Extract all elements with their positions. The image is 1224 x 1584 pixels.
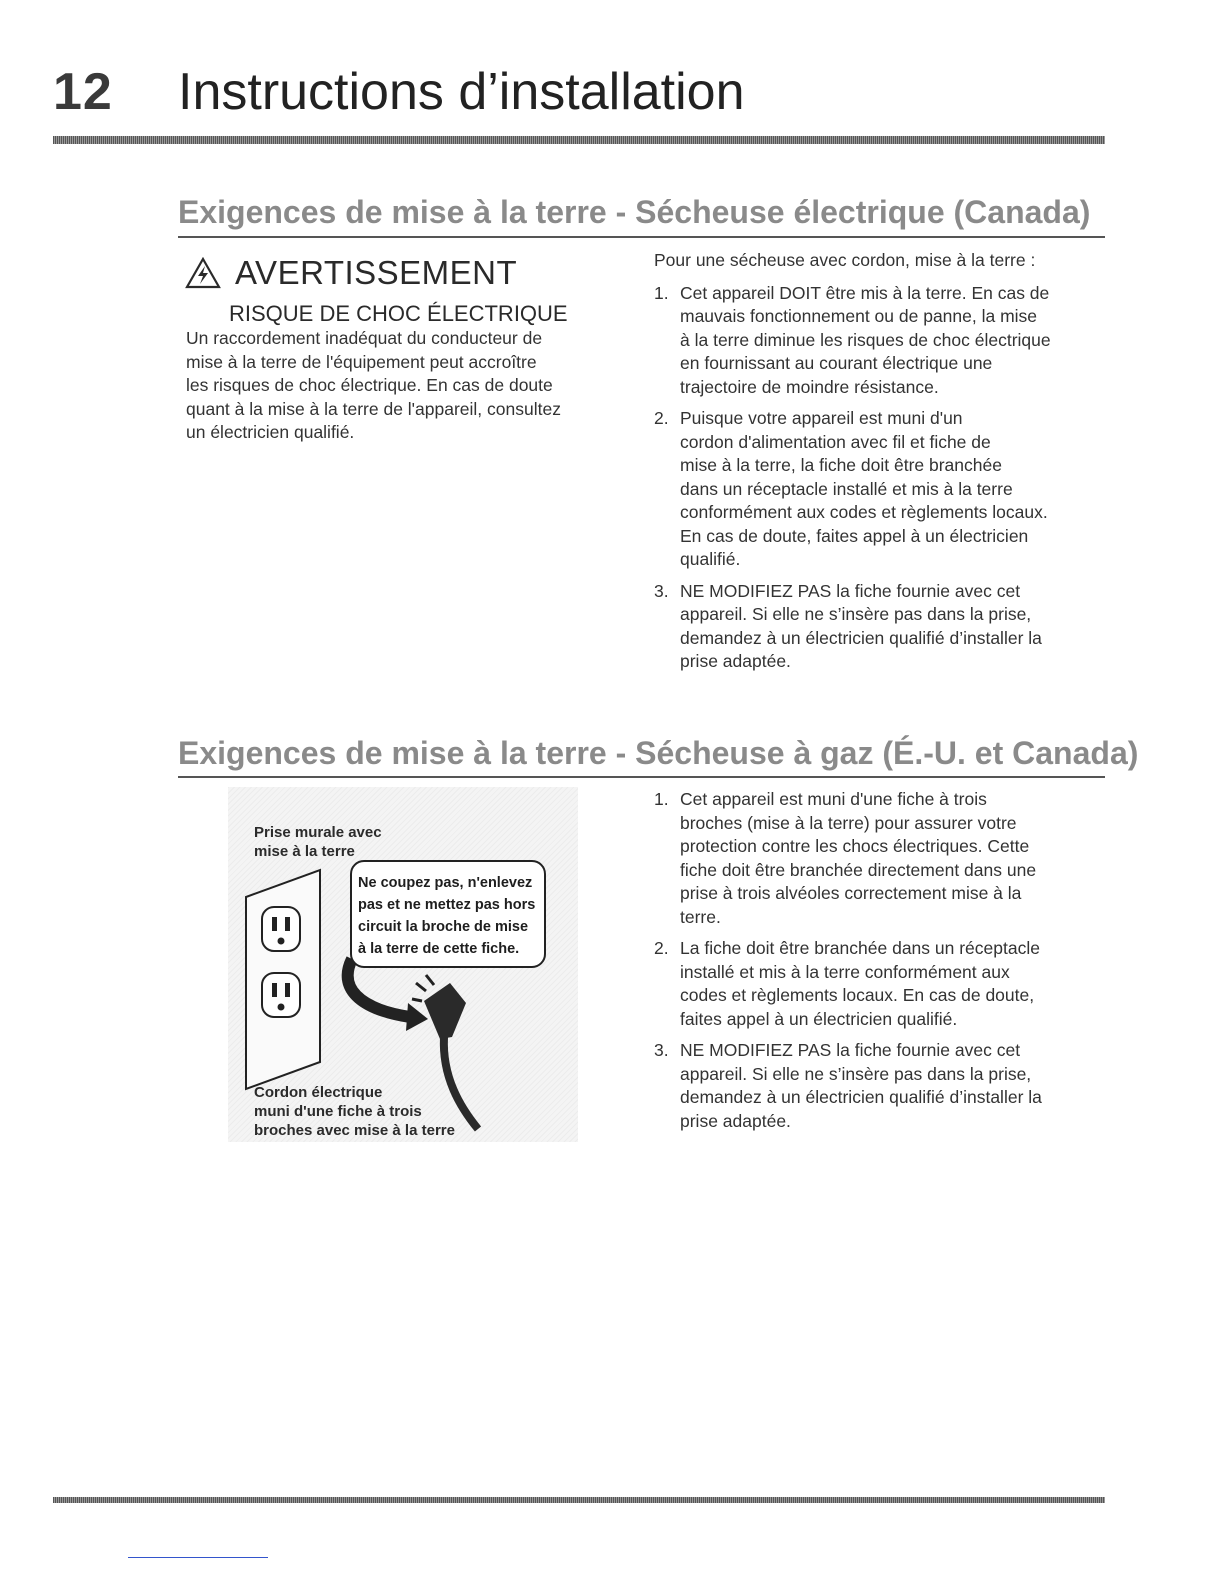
text-line: conformément aux codes et règlements locaux. [680, 502, 1048, 522]
text-line: dans un réceptacle installé et mis à la terre [680, 478, 1013, 499]
text-line: trajectoire de moindre résistance. [680, 376, 939, 397]
callout-line: circuit la broche de mise [358, 919, 529, 935]
cord-label-line: muni d'une fiche à trois [254, 1103, 422, 1120]
text-line: prise à trois alvéoles correctement mise à la [680, 883, 1022, 903]
text-line: protection contre les chocs électriques. Cette [680, 836, 1030, 856]
list-item [654, 580, 1106, 674]
callout-line: Ne coupez pas, n'enlevez [358, 875, 533, 891]
outlet-label [254, 823, 382, 861]
list-number: 2. [654, 408, 669, 428]
warning-title: AVERTISSEMENT [235, 254, 518, 291]
warning-subtitle: RISQUE DE CHOC ÉLECTRIQUE [229, 301, 568, 326]
text-line: NE MODIFIEZ PAS la fiche fournie avec cet [680, 580, 1021, 601]
list-number: 2. [654, 938, 669, 958]
callout-bubble [350, 860, 546, 968]
list-number: 3. [654, 580, 669, 601]
text-line: demandez à un électricien qualifié d’installer la [680, 1087, 1042, 1107]
text-line: appareil. Si elle ne s’insère pas dans la prise, [680, 604, 1032, 624]
text-line: prise adaptée. [680, 651, 791, 671]
list-intro: Pour une sécheuse avec cordon, mise à la terre : [654, 250, 1036, 270]
warning-triangle-icon [185, 257, 221, 289]
text-line: codes et règlements locaux. En cas de doute, [680, 985, 1035, 1005]
warning-header [185, 254, 517, 292]
outlet-label-line: Prise murale avec [254, 824, 382, 841]
list-item [654, 282, 1106, 400]
list-item [654, 788, 1106, 929]
list-number: 1. [654, 789, 669, 809]
text-line: Cet appareil DOIT être mis à la terre. En cas de [680, 282, 1050, 303]
callout-line: pas et ne mettez pas hors [358, 897, 536, 913]
warning-line: mise à la terre de l'équipement peut accroître [186, 351, 537, 372]
warning-line: un électricien qualifié. [186, 422, 355, 442]
callout-line: à la terre de cette fiche. [358, 941, 520, 957]
gas-instructions [654, 788, 1106, 1141]
list-text [680, 407, 1106, 572]
outlet-label-line: mise à la terre [254, 843, 355, 860]
text-line: Puisque votre appareil est muni d'un [680, 408, 963, 428]
section-title-electric: Exigences de mise à la terre - Sécheuse électrique (Canada) [178, 194, 1091, 230]
list-item [654, 407, 1106, 572]
text-line: appareil. Si elle ne s’insère pas dans la prise, [680, 1063, 1032, 1084]
text-line: fiche doit être branchée directement dans une [680, 859, 1037, 880]
text-line: Cet appareil est muni d'une fiche à trois [680, 789, 987, 809]
list-text [680, 788, 1106, 929]
warning-body [186, 327, 626, 445]
warning-line: Un raccordement inadéquat du conducteur de [186, 328, 543, 348]
text-line: faites appel à un électricien qualifié. [680, 1008, 958, 1029]
list-number: 1. [654, 282, 669, 303]
text-line: à la terre diminue les risques de choc électrique [680, 329, 1051, 350]
text-line: NE MODIFIEZ PAS la fiche fournie avec cet [680, 1040, 1021, 1060]
header-divider [53, 136, 1105, 144]
list-item [654, 937, 1106, 1031]
text-line: mauvais fonctionnement ou de panne, la mise [680, 306, 1038, 326]
footer-divider [53, 1497, 1105, 1503]
cord-label [254, 1083, 455, 1140]
page-number: 12 [53, 63, 113, 121]
electric-instructions [654, 249, 1106, 682]
text-line: installé et mis à la terre conformément aux [680, 961, 1010, 982]
text-line: en fournissant au courant électrique une [680, 353, 993, 373]
warning-line: quant à la mise à la terre de l'appareil, consultez [186, 398, 561, 419]
text-line: prise adaptée. [680, 1110, 791, 1131]
cord-label-line: broches avec mise à la terre [254, 1122, 455, 1139]
text-line: En cas de doute, faites appel à un électricien [680, 525, 1029, 546]
list-text [680, 580, 1106, 674]
text-line: terre. [680, 906, 721, 927]
text-line: qualifié. [680, 549, 741, 569]
list-text [680, 937, 1106, 1031]
list-number: 3. [654, 1040, 669, 1060]
section-title-gas: Exigences de mise à la terre - Sécheuse à gaz (É.-U. et Canada) [178, 735, 1139, 771]
list-text [680, 282, 1106, 400]
list-item [654, 1039, 1106, 1133]
footer-link-underline [128, 1557, 268, 1558]
text-line: demandez à un électricien qualifié d’installer la [680, 627, 1042, 648]
text-line: broches (mise à la terre) pour assurer votre [680, 812, 1017, 833]
text-line: cordon d'alimentation avec fil et fiche de [680, 431, 991, 452]
cord-label-line: Cordon électrique [254, 1084, 383, 1101]
list-text [680, 1039, 1106, 1133]
page-title: Instructions d’installation [178, 63, 745, 121]
section-divider-gas [178, 776, 1105, 778]
text-line: mise à la terre, la fiche doit être branchée [680, 455, 1002, 475]
warning-line: les risques de choc électrique. En cas de doute [186, 375, 553, 395]
text-line: La fiche doit être branchée dans un réceptacle [680, 938, 1040, 958]
section-divider-electric [178, 236, 1105, 238]
